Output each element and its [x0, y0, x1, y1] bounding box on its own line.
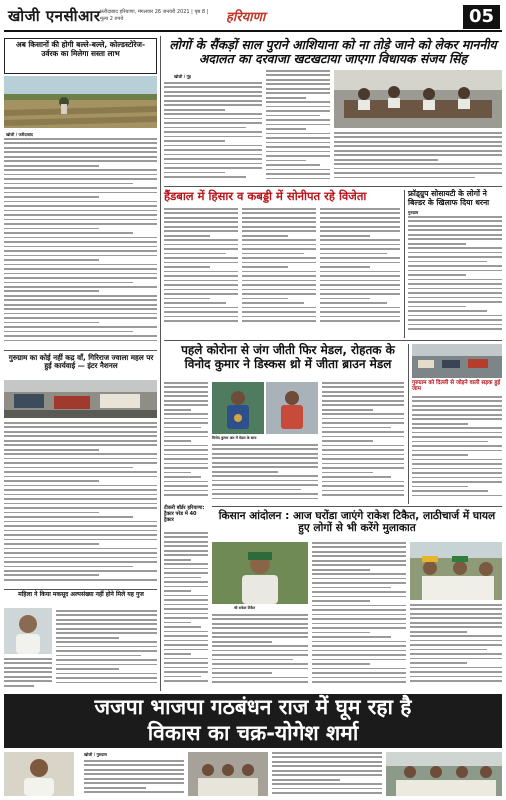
parking-photo — [4, 380, 157, 418]
mahila-body-text-2 — [4, 658, 52, 690]
vinod-photo-caption: विनोद कुमार अंत में मेडल के साथ — [212, 436, 257, 440]
handball-body-col2 — [242, 208, 316, 328]
event-photo-1 — [188, 752, 268, 796]
bottom-banner — [4, 694, 502, 748]
mahila-photo — [4, 608, 52, 654]
parking-headline: गुरुग्राम का कोई नहीं कद्र वाँ, गिरिराज ज्वाला महल पर हुई कार्यवाई — इंटर नैशनल — [8, 353, 154, 371]
banner-headline-line1: जजपा भाजपा गठबंधन राज में घूम रहा है — [94, 695, 412, 719]
divider — [212, 506, 502, 507]
vinod-body-col2 — [212, 444, 318, 504]
vinod-headline: पहले कोरोना से जंग जीती फिर मेडल, रोहतक के विनोद कुमार ने डिस्कस थ्रो में जीता ब्राउन मेडल — [181, 343, 395, 371]
handball-body-col1 — [164, 208, 238, 328]
banner-body-col1 — [84, 760, 184, 796]
newspaper-name: खोजी एनसीआर — [8, 7, 101, 25]
protest-photo — [410, 542, 502, 600]
meeting-photo — [334, 70, 502, 128]
frand-byline: गुरुग्राम — [408, 210, 419, 215]
main-body-col1 — [164, 82, 262, 184]
masthead-dateline: फरीदाबाद हरियाणा, मंगलवार 26 जनवरी 2021 | पृष्ठ 8 | मूल्य 2 रुपये — [100, 9, 209, 22]
left-top-body-text — [4, 138, 157, 348]
column-rule — [160, 36, 161, 691]
road-photo — [412, 344, 502, 378]
main-body-col2 — [266, 70, 330, 184]
main-byline: खोजी / नूंह — [174, 74, 191, 79]
main-headline: लोगों के सैंकड़ों साल पुराने आशियाना को ना तोड़े जाने को लेकर माननीय अदालत का दरवाजा खटखटाया जाएगा विधायक संजय सिंह — [169, 37, 497, 67]
vinod-photo-1 — [212, 382, 264, 434]
handball-body-col3 — [320, 208, 400, 328]
page-number: 05 — [463, 5, 500, 29]
divider — [164, 340, 502, 341]
kisan-headline: किसान आंदोलन : आज घरोंडा जाएंगे राकेश टिकैत, लाठीचार्ज में घायल हुए लोगों से भी करेंगे मुलाकात — [218, 510, 496, 535]
tikait-photo-caption: श्री राकेश टिकैत — [234, 606, 256, 610]
farm-photo — [4, 76, 157, 128]
mahila-body-text — [56, 610, 157, 690]
left-top-byline: खोजी / फरीदाबाद — [6, 132, 33, 137]
banner-headline-line2: विकास का चक्र-योगेश शर्मा — [147, 721, 359, 745]
newspaper-page — [4, 4, 502, 796]
divider — [4, 350, 157, 351]
kisan-body-col3 — [410, 604, 502, 688]
divider — [4, 589, 157, 590]
banner-body-col2 — [272, 752, 382, 796]
gurgaon-side-body-text — [412, 396, 502, 502]
gurgaon-side-headline: गुरुग्राम को दिल्ली से जोड़ने वाली सड़क हुई जाम — [412, 380, 501, 393]
banner-byline: खोजी / गुरुग्राम — [84, 752, 107, 757]
section-title: हरियाणा — [226, 10, 266, 25]
kisan-body-col1 — [212, 614, 308, 688]
mahila-headline: महिला ने किया मकसूद अल्पसंख्या नहीं होने मिले यह गुज — [18, 591, 144, 598]
event-photo-2 — [386, 752, 502, 796]
vinod-photo-2 — [266, 382, 318, 434]
vinod-body-col3 — [322, 382, 404, 502]
column-rule — [404, 190, 405, 338]
left-top-story-box — [4, 38, 157, 74]
kisan-body-col2 — [312, 542, 406, 688]
handball-headline: हैंडबाल में हिसार व कबड्डी में सोनीपत रहे विजेता — [164, 189, 367, 203]
frand-headline: फ्रॉड्ग्रुप सोसायटी के लोगों ने बिल्डर के खिलाफ दिया धरना — [408, 189, 490, 207]
main-body-col3 — [334, 132, 502, 184]
left-top-headline: अब किसानों की होगी बल्ले-बल्ले, कोल्डस्टोरेज-उर्वरक का मिलेगा सस्ता लाभ — [15, 40, 146, 58]
tractor-headline: टीकरी बॉर्डर हरियाणा: ट्रैक्टर परेड में 40 ट्रैक्टर — [164, 505, 205, 523]
tractor-body-text — [164, 532, 208, 688]
column-rule — [408, 344, 409, 504]
divider — [164, 186, 502, 187]
masthead — [4, 4, 502, 32]
tikait-photo — [212, 542, 308, 604]
vinod-body-col1 — [164, 382, 208, 502]
parking-body-text — [4, 422, 157, 587]
yogesh-photo — [4, 752, 74, 796]
frand-body-text — [408, 216, 502, 336]
